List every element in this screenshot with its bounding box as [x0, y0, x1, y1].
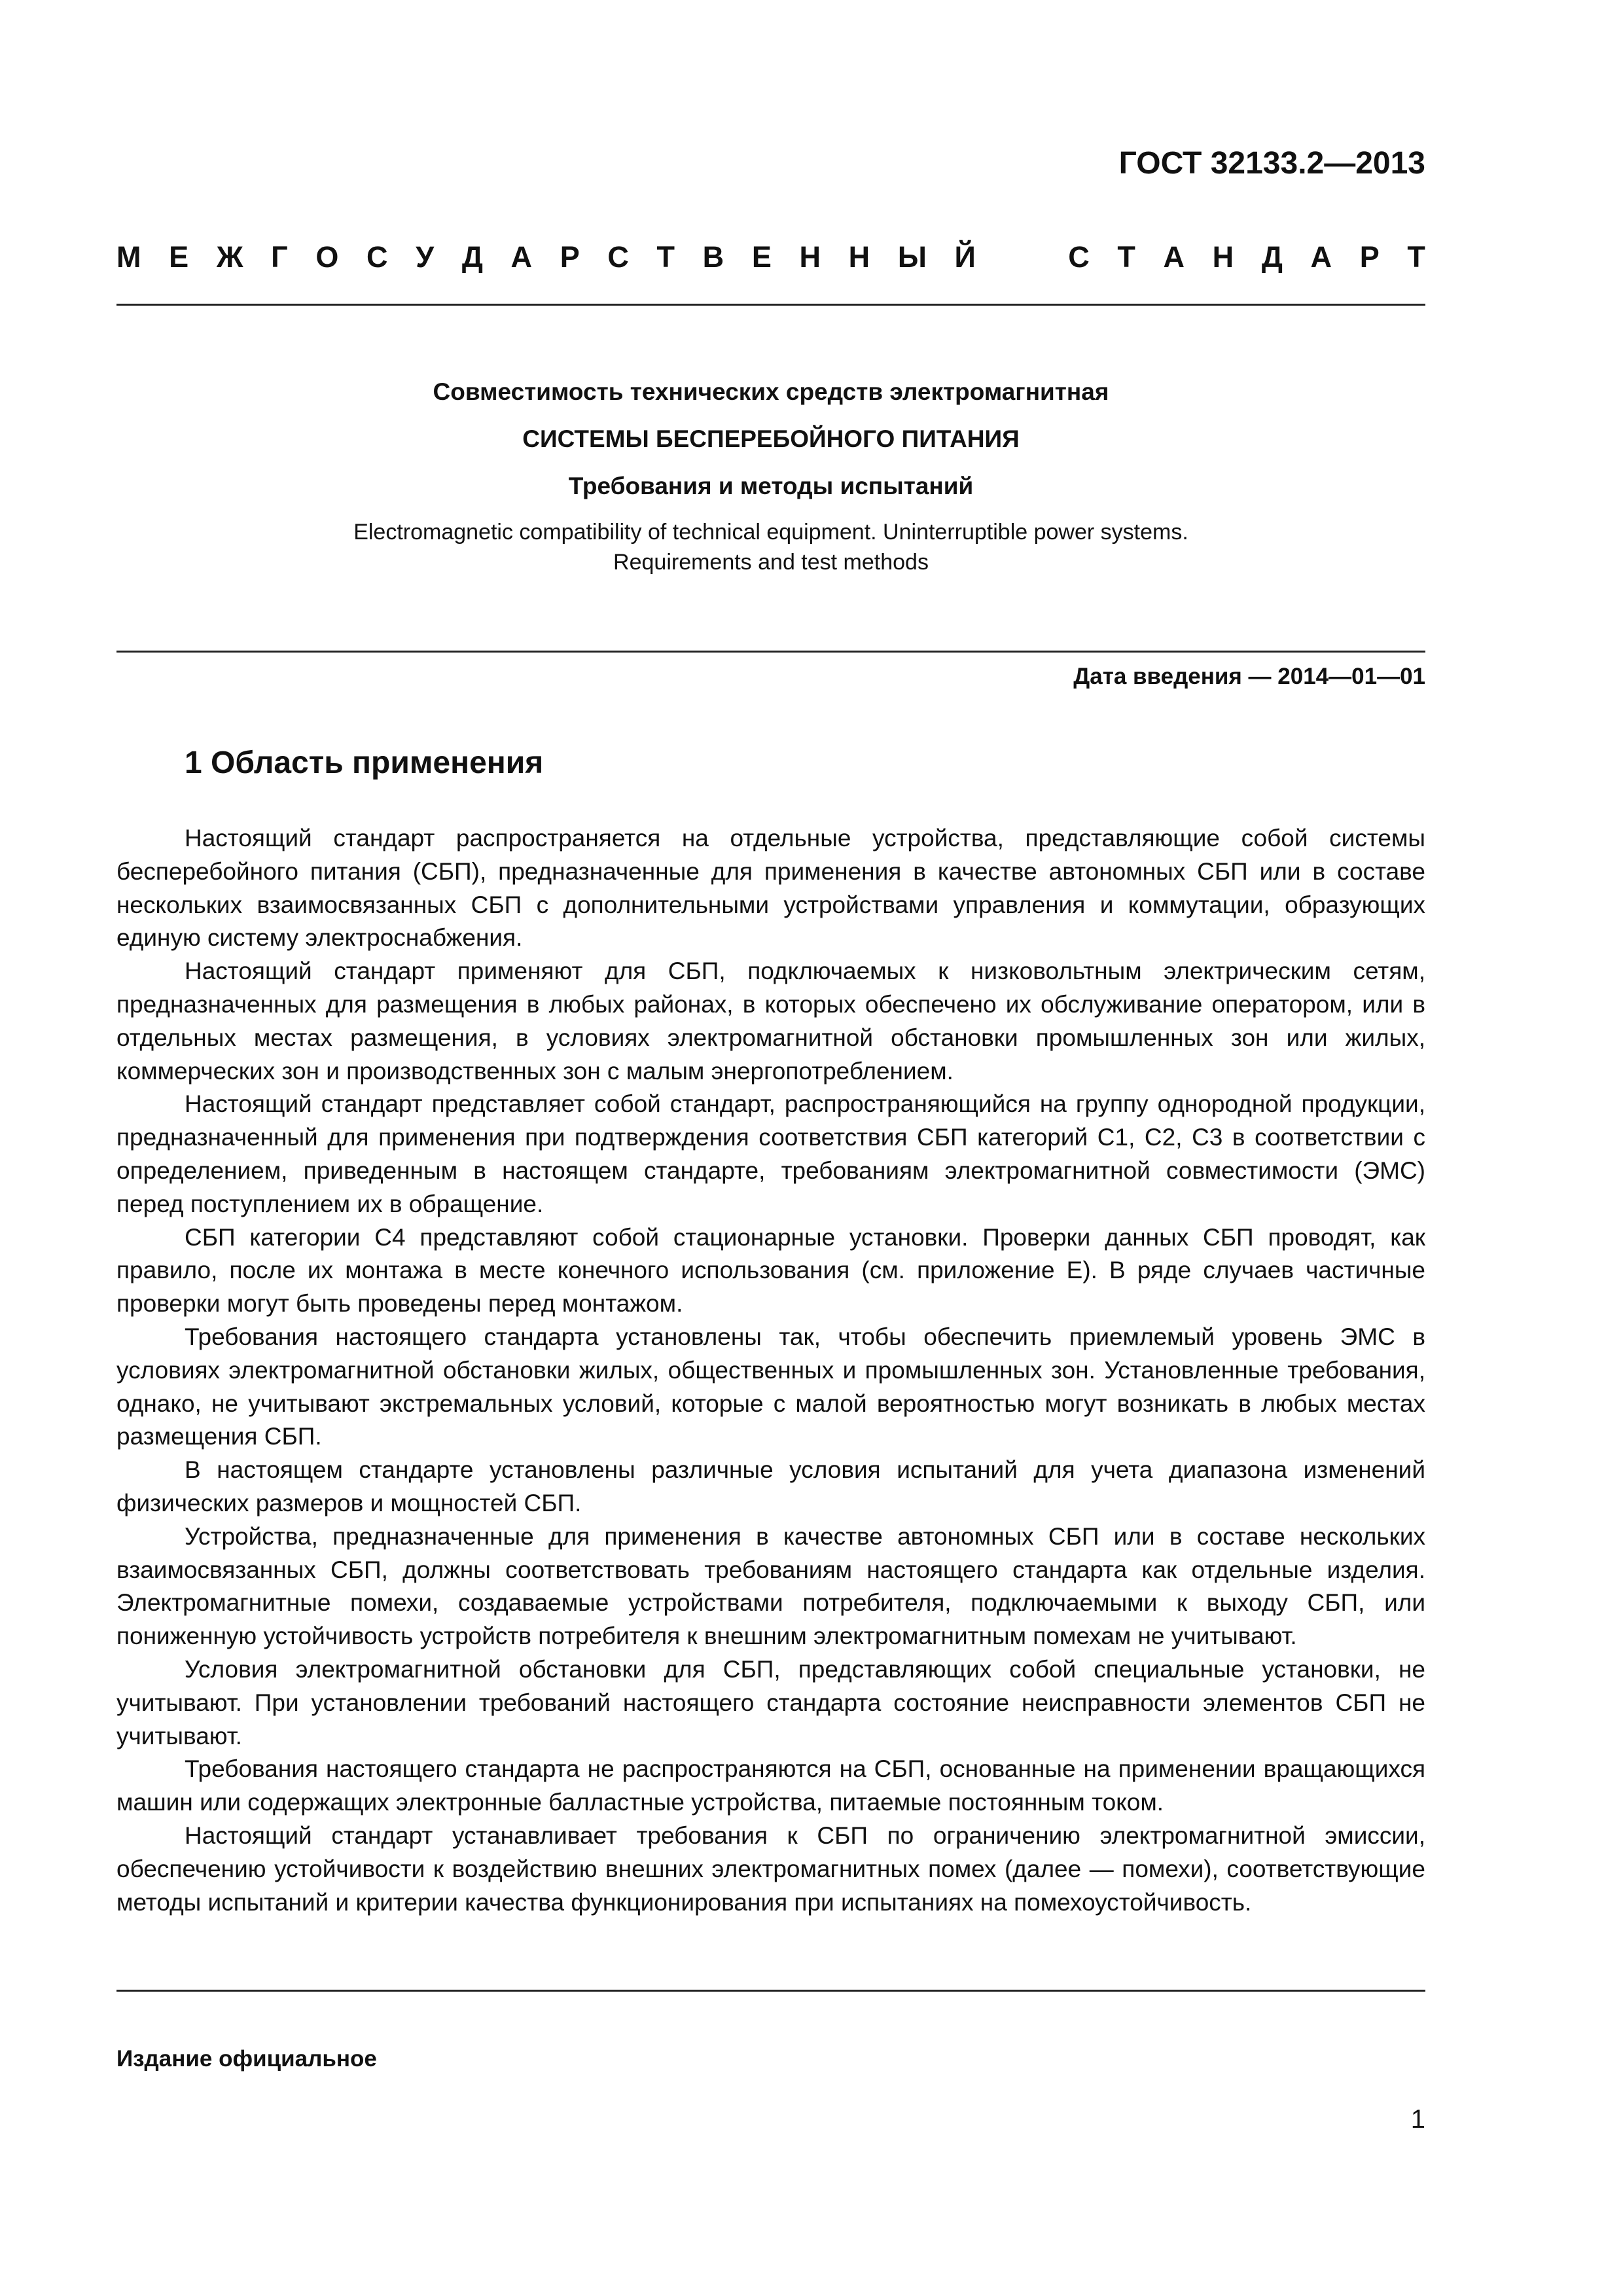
- banner-letter: Т: [656, 240, 675, 274]
- banner-letter: С: [366, 240, 388, 274]
- banner-letter: Г: [271, 240, 288, 274]
- edition-label: Издание официальное: [116, 2046, 377, 2072]
- paragraph: Настоящий стандарт распространяется на отдельные устройства, представляющие собой системы бесперебойного питания (СБП), предназначенные для применения в качестве автономных СБП или в составе нескольких взаимосвязанных СБП с дополнительными устройствами управления и коммутации, образующих единую систему электроснабжения.: [116, 825, 1425, 952]
- title-line-2: СИСТЕМЫ БЕСПЕРЕБОЙНОГО ПИТАНИЯ: [522, 425, 1020, 452]
- paragraph: Устройства, предназначенные для применения в качестве автономных СБП или в составе нескольких взаимосвязанных СБП, должны соответствовать требованиям настоящего стандарта как отдельные изделия. Электромагнитные помехи, создаваемые устройствами потребителя, подключаемыми к выходу СБП, или пониженную устойчивость устройств потребителя к внешним электромагнитным помехам не учитывают.: [116, 1522, 1425, 1650]
- banner-letter: С: [607, 240, 629, 274]
- paragraph: Настоящий стандарт применяют для СБП, подключаемых к низковольтным электрическим сетям, предназначенных для размещения в любых районах, в которых обеспечено их обслуживание оператором, или в отдельных местах размещения, в условиях электромагнитной обстановки промышленных зон или жилых, коммерческих зон и производственных зон с малым энергопотреблением.: [116, 958, 1425, 1085]
- header-divider: [116, 304, 1425, 306]
- banner-letter: Е: [751, 240, 772, 274]
- english-title-line-2: Requirements and test methods: [613, 550, 929, 575]
- banner-letter: М: [116, 240, 141, 274]
- banner-letter: В: [702, 240, 724, 274]
- paragraph: СБП категории С4 представляют собой стационарные установки. Проверки данных СБП проводят, как правило, после их монтажа в месте конечного использования (см. приложение Е). В ряде случаев частичные проверки могут быть проведены перед монтажом.: [116, 1223, 1425, 1318]
- banner-letter: Н: [1212, 240, 1234, 274]
- banner-letter: У: [416, 240, 435, 274]
- section-heading: 1 Область применения: [185, 745, 544, 780]
- paragraph: Требования настоящего стандарта установлены так, чтобы обеспечить приемлемый уровень ЭМС в условиях электромагнитной обстановки жилых, общественных и промышленных зон. Установленные требования, однако, не учитывают экстремальных условий, которые с малой вероятностью могут возникать в любых местах размещения СБП.: [116, 1323, 1425, 1450]
- section-body: [116, 822, 1425, 1919]
- banner-letter: Н: [848, 240, 870, 274]
- banner-letter: А: [1163, 240, 1185, 274]
- banner-letter: Т: [1407, 240, 1425, 274]
- footer-divider: [116, 1990, 1425, 1992]
- banner-letter: Е: [169, 240, 189, 274]
- paragraph: Условия электромагнитной обстановки для СБП, представляющих собой специальные установки, не учитывают. При установлении требований настоящего стандарта состояние неисправности элементов СБП не учитывают.: [116, 1655, 1425, 1749]
- document-number: ГОСТ 32133.2—2013: [1118, 146, 1425, 181]
- introduction-date: Дата введения — 2014—01—01: [1073, 664, 1425, 689]
- paragraph: Настоящий стандарт устанавливает требования к СБП по ограничению электромагнитной эмиссии, обеспечению устойчивости к воздействию внешних электромагнитных помех (далее — помехи), соответствующие методы испытаний и критерии качества функционирования при испытаниях на помехоустойчивость.: [116, 1821, 1425, 1916]
- banner-letter: А: [510, 240, 533, 274]
- banner-letter: Ж: [216, 240, 243, 274]
- banner-word-gap: [1004, 238, 1041, 276]
- title-line-3: Требования и методы испытаний: [568, 473, 974, 499]
- banner-letter: Ы: [897, 240, 927, 274]
- banner-letter: Д: [461, 240, 483, 274]
- banner-letter: А: [1310, 240, 1332, 274]
- banner-letter: С: [1068, 240, 1090, 274]
- standard-type-banner: [116, 238, 1425, 276]
- title-block: [116, 376, 1425, 577]
- banner-letter: О: [315, 240, 339, 274]
- banner-letter: Р: [560, 240, 580, 274]
- paragraph: Настоящий стандарт представляет собой стандарт, распространяющийся на группу однородной продукции, предназначенный для применения при подтверждения соответствия СБП категорий С1, С2, С3 в соответствии с определением, приведенным в настоящем стандарте, требованиям электромагнитной совместимости (ЭМС) перед поступлением их в обращение.: [116, 1090, 1425, 1217]
- paragraph: Требования настоящего стандарта не распространяются на СБП, основанные на применении вращающихся машин или содержащих электронные балластные устройства, питаемые постоянным током.: [116, 1755, 1425, 1816]
- page-number: 1: [1410, 2105, 1425, 2134]
- banner-letter: Д: [1261, 240, 1283, 274]
- title-divider: [116, 651, 1425, 653]
- banner-letter: Т: [1117, 240, 1135, 274]
- english-title-line-1: Electromagnetic compatibility of technical equipment. Uninterruptible power systems.: [353, 520, 1188, 545]
- title-line-1: Совместимость технических средств электромагнитная: [433, 378, 1109, 405]
- banner-letter: Й: [954, 240, 976, 274]
- banner-letter: Н: [799, 240, 821, 274]
- paragraph: В настоящем стандарте установлены различные условия испытаний для учета диапазона изменений физических размеров и мощностей СБП.: [116, 1456, 1425, 1516]
- banner-letter: Р: [1359, 240, 1380, 274]
